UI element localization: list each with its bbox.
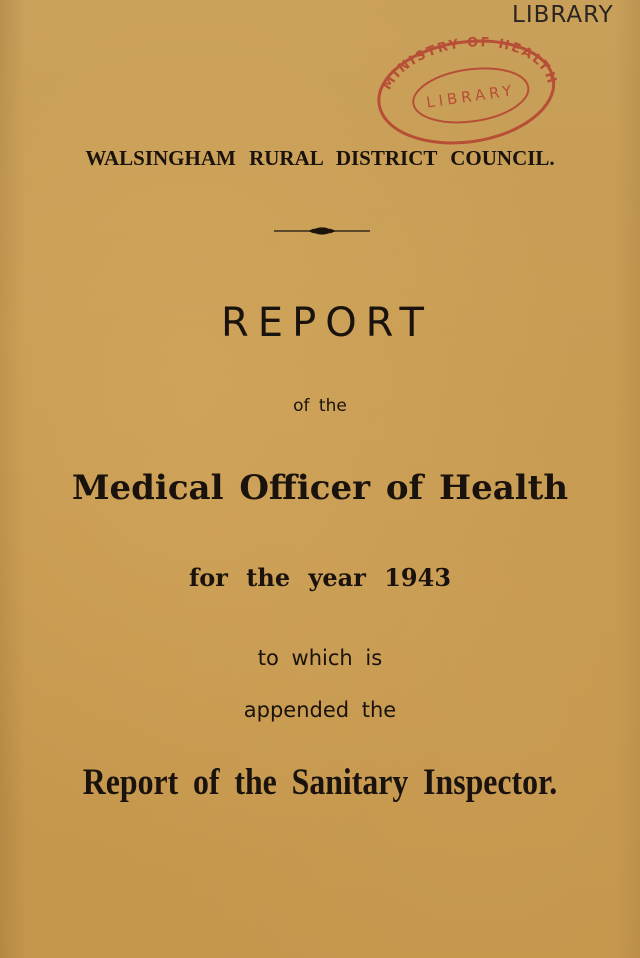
library-label: LIBRARY bbox=[512, 2, 614, 28]
ornament-rule-icon bbox=[274, 224, 370, 238]
to-which-line: to which is bbox=[257, 646, 383, 670]
appended-line: appended the bbox=[243, 698, 397, 722]
ministry-of-health-library-stamp bbox=[362, 30, 570, 150]
report-title: REPORT bbox=[221, 300, 433, 346]
medical-officer-heading: Medical Officer of Health bbox=[71, 468, 569, 508]
year-line: for the year 1943 bbox=[188, 563, 452, 592]
stamp-outer-text: MINISTRY OF HEALTH bbox=[379, 35, 560, 93]
stamp-inner-text: LIBRARY bbox=[425, 81, 517, 112]
sanitary-inspector-heading: Report of the Sanitary Inspector. bbox=[82, 762, 558, 803]
of-the-line: of the bbox=[293, 396, 347, 416]
council-heading: WALSINGHAM RURAL DISTRICT COUNCIL. bbox=[85, 146, 555, 170]
